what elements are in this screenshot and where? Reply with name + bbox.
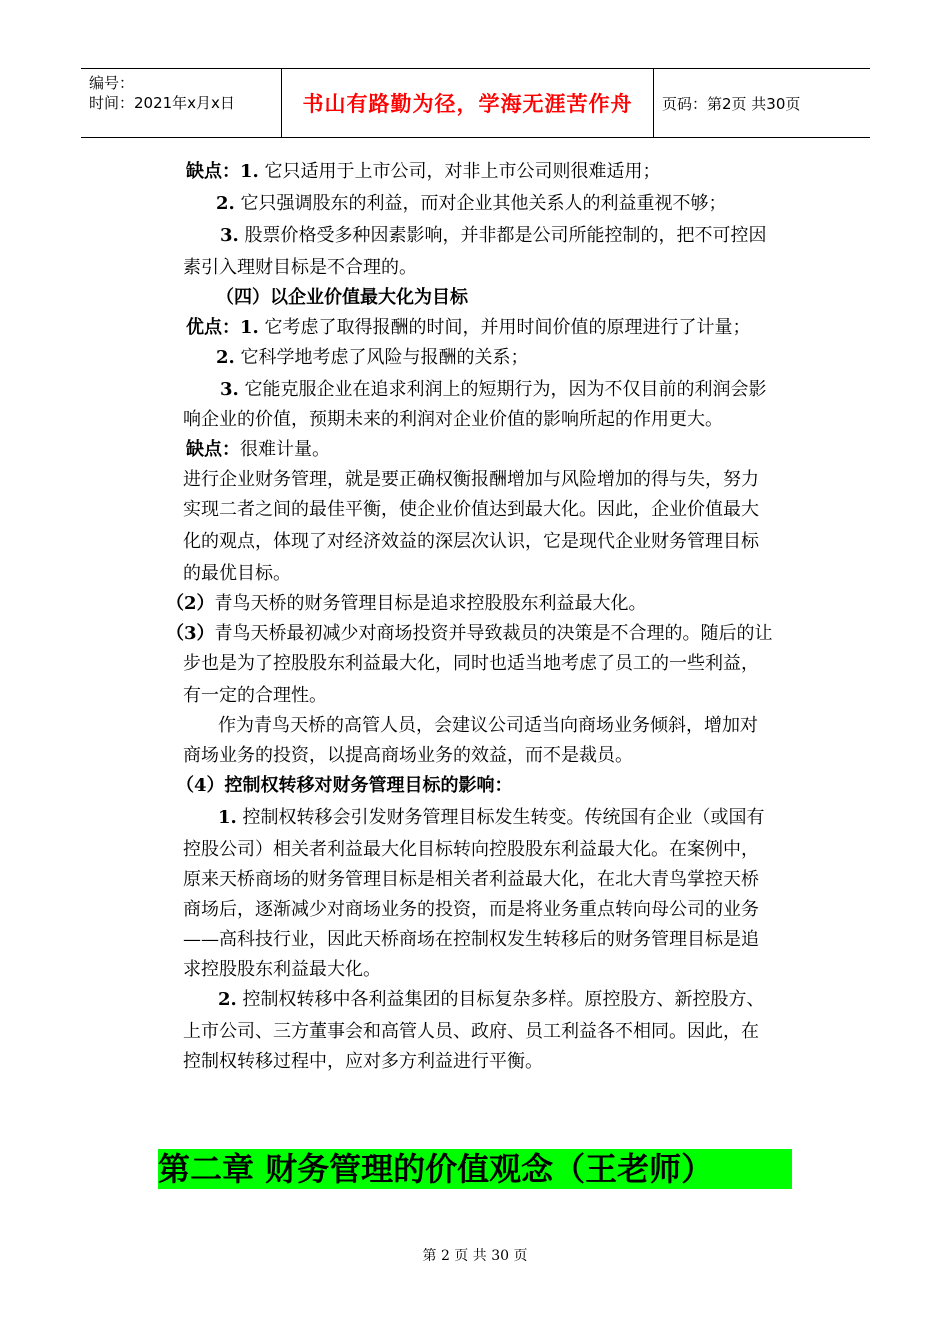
line-text: 有一定的合理性。 <box>183 685 327 706</box>
body-line <box>183 928 759 952</box>
body-line <box>183 562 291 586</box>
item-number: 1. <box>240 161 259 182</box>
header-right-cell <box>654 69 870 137</box>
line-text: 它能克服企业在追求利润上的短期行为，因为不仅目前的利润会影 <box>238 379 767 400</box>
item-number: 3. <box>220 379 239 400</box>
body-line <box>183 256 417 280</box>
document-date: 时间：2021年x月x日 <box>89 94 235 112</box>
label-advantages: 优点： <box>186 317 240 338</box>
header-left-cell <box>81 69 281 137</box>
label-disadvantages: 缺点： <box>186 439 240 460</box>
line-text: 原来天桥商场的财务管理目标是相关者利益最大化，在北大青鸟掌控天桥 <box>183 869 759 890</box>
line-text: 很难计量。 <box>240 439 330 460</box>
body-line <box>220 224 767 248</box>
body-line <box>183 898 759 922</box>
body-line <box>183 498 759 522</box>
body-line <box>216 192 727 216</box>
line-text: 控股公司）相关者利益最大化目标转向控股股东利益最大化。在案例中， <box>183 839 759 860</box>
line-text: 控制权转移过程中，应对多方利益进行平衡。 <box>183 1051 543 1072</box>
line-text: 它考虑了取得报酬的时间，并用时间价值的原理进行了计量； <box>258 317 751 338</box>
line-text: 响企业的价值，预期未来的利润对企业价值的影响所起的作用更大。 <box>183 409 723 430</box>
item-number: （3） <box>166 623 215 644</box>
body-line <box>186 316 751 340</box>
body-line <box>218 988 765 1012</box>
body-line <box>183 868 759 892</box>
body-line <box>218 714 758 738</box>
line-text: 它科学地考虑了风险与报酬的关系； <box>234 347 529 368</box>
body-line <box>183 958 381 982</box>
body-line <box>183 838 759 862</box>
line-text: 求控股股东利益最大化。 <box>183 959 381 980</box>
body-line <box>183 1050 543 1074</box>
body-line <box>183 684 327 708</box>
line-text: 素引入理财目标是不合理的。 <box>183 257 417 278</box>
body-line <box>183 408 723 432</box>
line-text: 的最优目标。 <box>183 563 291 584</box>
line-text: 商场业务的投资，以提高商场业务的效益，而不是裁员。 <box>183 745 633 766</box>
line-text: 商场后，逐渐减少对商场业务的投资，而是将业务重点转向母公司的业务 <box>183 899 759 920</box>
line-text: 化的观点，体现了对经济效益的深层次认识，它是现代企业财务管理目标 <box>183 531 759 552</box>
line-text: 进行企业财务管理，就是要正确权衡报酬增加与风险增加的得与失，努力 <box>183 469 759 490</box>
line-text: 控制权转移中各利益集团的目标复杂多样。原控股方、新控股方、 <box>236 989 765 1010</box>
line-text: 上市公司、三方董事会和高管人员、政府、员工利益各不相同。因此，在 <box>183 1021 759 1042</box>
line-text: 它只强调股东的利益，而对企业其他关系人的利益重视不够； <box>234 193 727 214</box>
line-text: 实现二者之间的最佳平衡，使企业价值达到最大化。因此，企业价值最大 <box>183 499 759 520</box>
line-text: ——高科技行业，因此天桥商场在控制权发生转移后的财务管理目标是追 <box>183 929 759 950</box>
body-line <box>186 160 661 184</box>
chapter-title: 第二章 财务管理的价值观念（王老师） <box>158 1149 792 1189</box>
document-number-label: 编号： <box>89 74 135 92</box>
body-line <box>183 744 633 768</box>
body-line <box>220 378 767 402</box>
line-text: 青鸟天桥的财务管理目标是追求控股股东利益最大化。 <box>214 593 647 614</box>
body-line <box>183 530 759 554</box>
header-center-cell <box>281 69 654 137</box>
item-number: 1. <box>218 807 237 828</box>
body-line <box>183 468 759 492</box>
item-number: 3. <box>220 225 239 246</box>
line-text: 作为青鸟天桥的高管人员，会建议公司适当向商场业务倾斜，增加对 <box>218 715 758 736</box>
section-heading: （4）控制权转移对财务管理目标的影响： <box>176 775 513 796</box>
header-motto: 书山有路勤为径，学海无涯苦作舟 <box>302 92 633 116</box>
line-text: 控制权转移会引发财务管理目标发生转变。传统国有企业（或国有 <box>236 807 765 828</box>
body-line <box>166 622 773 646</box>
body-line <box>183 652 759 676</box>
item-number: 2. <box>216 347 235 368</box>
item-number: （2） <box>166 593 215 614</box>
body-line <box>166 592 647 616</box>
body-line <box>183 1020 759 1044</box>
header-table <box>81 68 870 138</box>
body-line <box>186 438 330 462</box>
line-text: 它只适用于上市公司，对非上市公司则很难适用； <box>258 161 661 182</box>
label-disadvantages: 缺点： <box>186 161 240 182</box>
page-footer: 第 2 页 共 30 页 <box>422 1248 528 1264</box>
item-number: 2. <box>216 193 235 214</box>
body-line <box>218 806 765 830</box>
line-text: 青鸟天桥最初减少对商场投资并导致裁员的决策是不合理的。随后的让 <box>214 623 773 644</box>
line-text: 股票价格受多种因素影响，并非都是公司所能控制的，把不可控因 <box>238 225 767 246</box>
section-heading: （四）以企业价值最大化为目标 <box>216 287 468 308</box>
line-text: 步也是为了控股股东利益最大化，同时也适当地考虑了员工的一些利益， <box>183 653 759 674</box>
item-number: 2. <box>218 989 237 1010</box>
header-page-info: 页码：第2页 共30页 <box>662 94 801 113</box>
body-line <box>216 346 529 370</box>
item-number: 1. <box>240 317 259 338</box>
